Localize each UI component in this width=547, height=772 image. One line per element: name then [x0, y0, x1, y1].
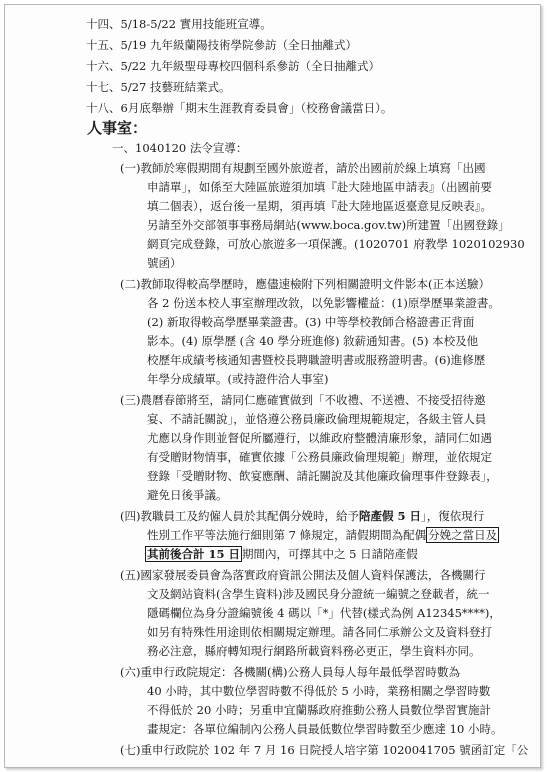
- paragraph-line: 填二個表），返台後一星期，須再填『赴大陸地區返臺意見反映表』。: [147, 199, 492, 213]
- paragraph-line: 號函）: [147, 256, 182, 270]
- list-item: 十五、5/19 九年級蘭陽技術學院參訪（全日抽離式）: [86, 38, 357, 52]
- paragraph-line: 隱碼欄位為身分證編號後 4 碼以「*」代替(樣式為例 A12345****)，: [147, 606, 501, 620]
- paragraph-line: 宴、不請託關說」，並恪遵公務員廉政倫理規範規定，各級主管人員: [147, 412, 487, 426]
- paragraph-line: (三)農曆春節將至，請同仁應確實做到「不收禮、不送禮、不接受招待邀: [120, 393, 486, 407]
- paragraph-line: 年學分成績單。(或持證件洽人事室): [147, 372, 329, 386]
- paragraph-line: 申請單」，如係至大陸區旅遊須加填『赴大陸地區申請表』（出國前要: [147, 180, 492, 194]
- paragraph-line: 有受贈財物情事，確實依據「公務員廉政倫理規範」辦理，並依規定: [147, 450, 492, 464]
- paragraph-line: 避免日後爭議。: [147, 488, 228, 502]
- paragraph-line: [120, 509, 484, 523]
- text-run: 期間內，可擇其中之 5 日請陪產假: [242, 547, 418, 561]
- text-run: (四)教職員工及約僱人員於其配偶分娩時，給予: [120, 509, 359, 523]
- paragraph-line: 影本。(4) 原學歷 (含 40 學分班進修) 敘薪通知書。(5) 本校及他: [147, 334, 479, 348]
- paragraph-line: 尤應以身作則並督促所屬遵行，以維政府整體清廉形象，請同仁如遇: [147, 431, 492, 445]
- text-run: 性別工作平等法施行細則第 7 條規定，請假期間為配偶: [147, 528, 427, 542]
- sub-title: 一、1040120 法令宣導：: [112, 141, 248, 155]
- boxed-text: 分娩之當日及: [428, 528, 498, 542]
- paragraph-line: 網頁完成登錄，可放心旅遊多一項保護。(1020701 府教學 1020102930: [147, 237, 525, 251]
- paragraph-line: 務必注意，縣府轉知現行網路所載資料務必更正，學生資料亦同。: [147, 644, 481, 658]
- paragraph-line: (二)教師取得較高學歷時，應儘速檢附下列相關證明文件影本(正本送驗）: [120, 277, 490, 291]
- text-run: 」，復依現行: [421, 509, 485, 523]
- paragraph-line: [145, 547, 418, 561]
- paragraph-line: (一)教師於寒假期間有規劃至國外旅遊者，請於出國前於線上填寫「出國: [120, 161, 486, 175]
- section-title: 人事室：: [87, 119, 148, 137]
- paragraph-line: (五)國家發展委員會為落實政府資訊公開法及個人資料保護法，各機關行: [120, 568, 486, 582]
- document-page: [4, 4, 541, 768]
- highlight-text: 陪產假 5 日: [358, 509, 421, 523]
- paragraph-line: 各 2 份送本校人事室辦理改敘，以免影響權益：(1)原學歷畢業證書。: [147, 296, 500, 310]
- list-item: 十八、6月底舉辦「期末生涯教育委員會」（校務會議當日）。: [86, 101, 393, 115]
- paragraph-line: 畫規定：各單位編制內公務人員最低數位學習時數至少應達 10 小時。: [147, 722, 503, 736]
- paragraph-line: 40 小時，其中數位學習時數不得低於 5 小時，業務相關之學習時數: [147, 684, 491, 698]
- paragraph-line: (七)重申行政院於 102 年 7 月 16 日院授人培字第 1020041705 號函訂定「公: [120, 743, 529, 757]
- boxed-text: 其前後合計 15 日: [147, 547, 241, 561]
- paragraph-line: [147, 528, 499, 542]
- paragraph-line: 如另有特殊性用途則依相關規定辦理。請各同仁承辦公文及資料登打: [147, 625, 492, 639]
- list-item: 十六、5/22 九年級聖母專校四個科系參訪（全日抽離式）: [86, 59, 380, 73]
- list-item: 十四、5/18-5/22 實用技能班宣導。: [86, 17, 272, 31]
- paragraph-line: (六)重申行政院規定：各機關(構)公務人員每人每年最低學習時數為: [120, 665, 460, 679]
- paragraph-line: 不得低於 20 小時；另重申宜蘭縣政府推動公務人員數位學習實施計: [147, 703, 491, 717]
- paragraph-line: 校歷年成績考核通知書暨校長聘職證明書或服務證明書。(6)進修歷: [147, 353, 486, 367]
- paragraph-line: (2) 新取得較高學歷畢業證書。(3) 中等學校教師合格證書正背面: [147, 315, 475, 329]
- paragraph-line: 另請至外交部領事事務局網站(www.boca.gov.tw)所建置「出國登錄」: [147, 218, 510, 232]
- list-item: 十七、5/27 技藝班結業式。: [86, 80, 231, 94]
- paragraph-line: 文及網站資料(含學生資料)涉及國民身分證統一編號之登載者，統一: [147, 587, 490, 601]
- paragraph-line: 登錄「受贈財物、飲宴應酬、請託關說及其他廉政倫理事件登錄表」，: [147, 469, 498, 483]
